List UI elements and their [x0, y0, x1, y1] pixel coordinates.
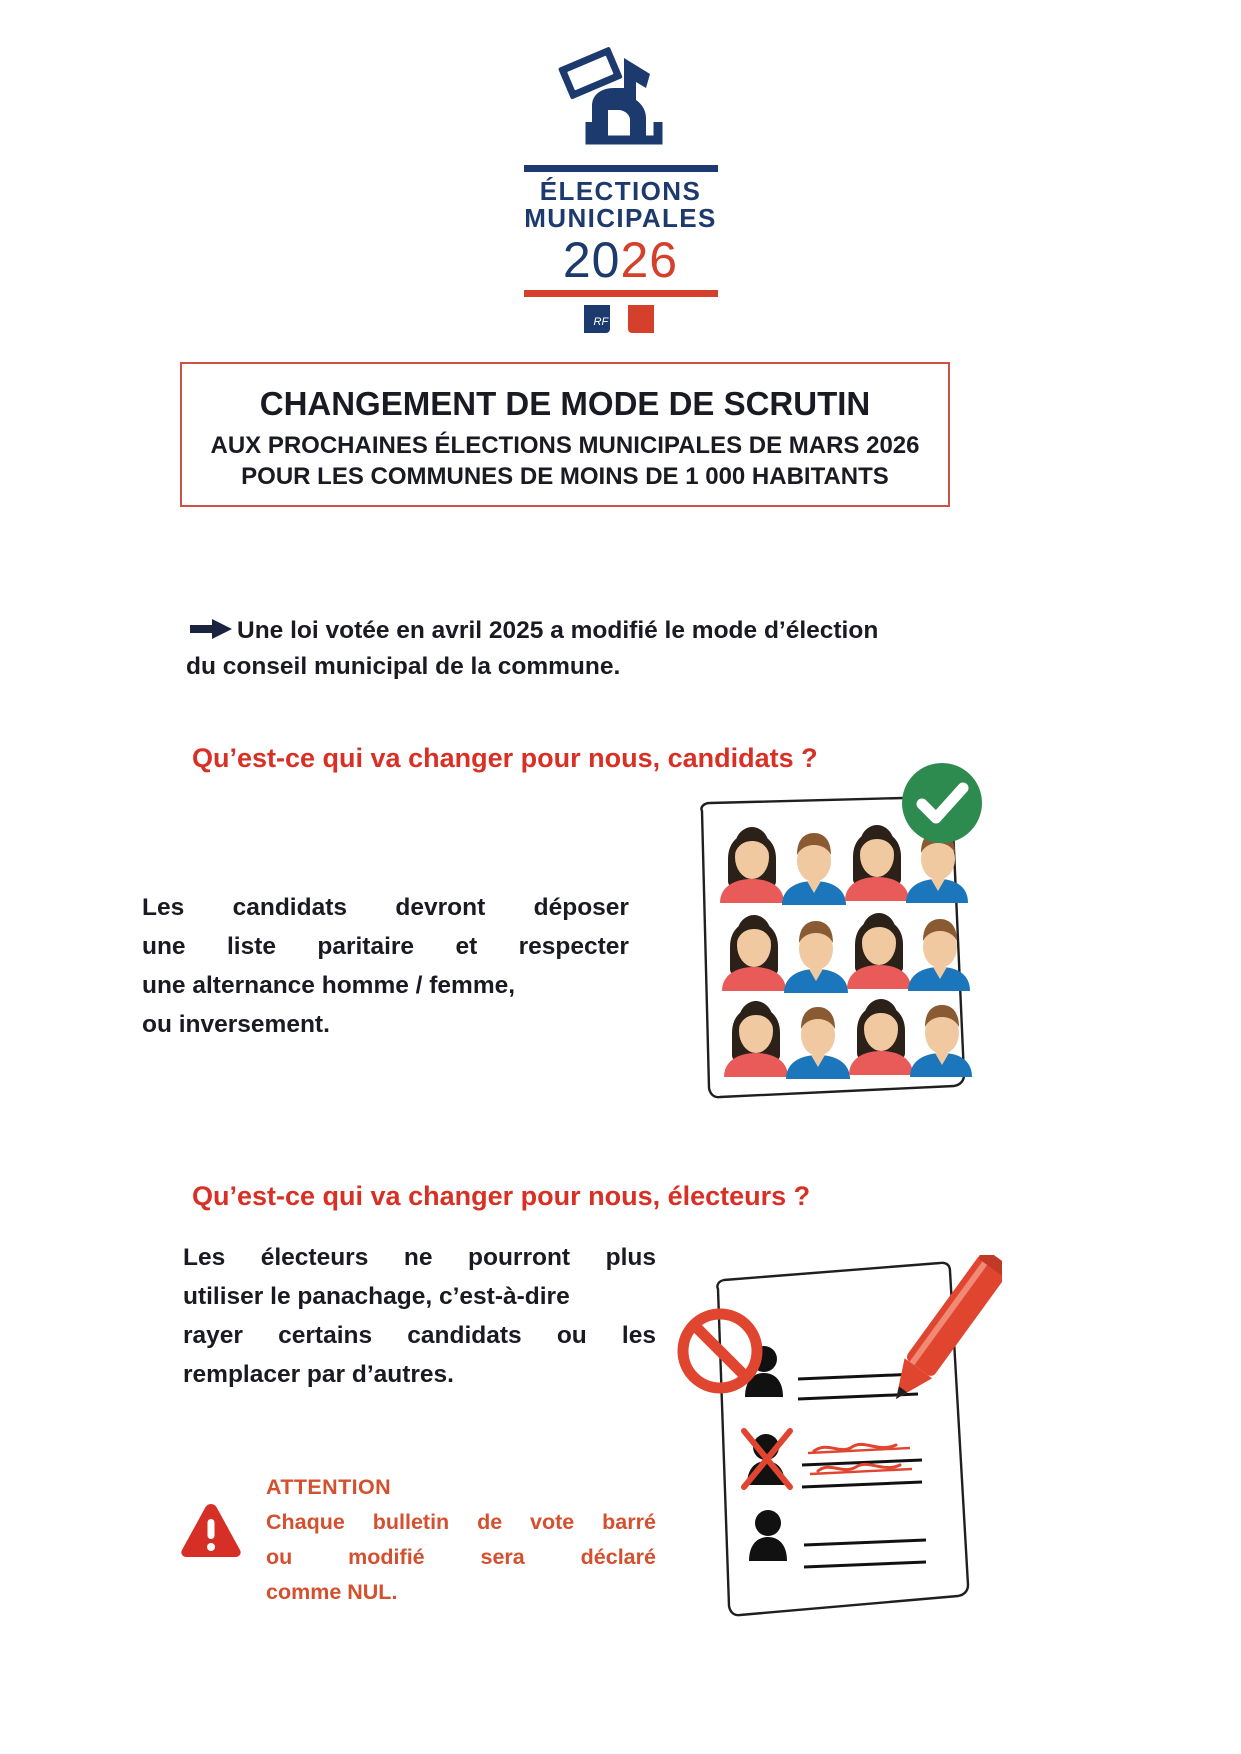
marianne-icon: RF — [593, 316, 609, 328]
par-candidats-line-3: une alternance homme / femme, — [142, 972, 516, 999]
intro-line-1: Une loi votée en avril 2025 a modifié le mode d’élection — [237, 617, 879, 644]
candidate-list-illustration — [690, 795, 990, 1105]
warning-triangle-icon — [180, 1502, 242, 1558]
heading-candidats: Qu’est-ce qui va changer pour nous, candidats ? — [192, 743, 818, 773]
attention-block — [180, 1470, 670, 1610]
logo-line-elections: ÉLECTIONS — [539, 176, 702, 206]
republique-francaise-emblem — [0, 305, 1241, 338]
logo-top-rule — [524, 165, 718, 172]
title-subline-2: POUR LES COMMUNES DE MOINS DE 1 000 HABITANTS — [241, 463, 889, 490]
logo-line-municipales: MUNICIPALES — [524, 203, 717, 233]
par-electeurs-line-4: remplacer par d’autres. — [183, 1361, 454, 1388]
green-check-badge-icon — [896, 757, 988, 849]
page-title: CHANGEMENT DE MODE DE SCRUTIN — [259, 385, 871, 422]
flag-red-band — [628, 305, 654, 333]
paragraph-candidats — [142, 888, 629, 1044]
par-electeurs-line-3: rayer certains candidats ou les — [183, 1322, 656, 1349]
ballot-box-hand-icon — [546, 44, 696, 164]
title-box — [180, 362, 950, 507]
intro-paragraph — [186, 613, 990, 685]
attention-line-3: comme NUL. — [266, 1580, 398, 1604]
logo-year — [524, 233, 718, 287]
attention-line-1: Chaque bulletin de vote barré — [266, 1510, 656, 1534]
right-arrow-icon — [190, 618, 234, 640]
par-candidats-line-1: Les candidats devront déposer — [142, 894, 629, 921]
title-subline-1: AUX PROCHAINES ÉLECTIONS MUNICIPALES DE MARS 2026 — [210, 432, 920, 459]
ballot-paper-outline — [717, 1263, 968, 1615]
ballot-panachage-illustration — [672, 1255, 1002, 1635]
logo-year-first-half: 20 — [562, 232, 621, 288]
intro-line-2: du conseil municipal de la commune. — [186, 653, 621, 680]
par-electeurs-line-2: utiliser le panachage, c’est-à-dire — [183, 1283, 570, 1310]
par-electeurs-line-1: Les électeurs ne pourront plus — [183, 1244, 656, 1271]
flag-white-band — [610, 305, 628, 333]
par-candidats-line-4: ou inversement. — [142, 1011, 330, 1038]
logo-year-second-half: 26 — [620, 232, 679, 288]
heading-electeurs: Qu’est-ce qui va changer pour nous, électeurs ? — [192, 1181, 811, 1211]
attention-title: ATTENTION — [266, 1475, 392, 1499]
logo-bottom-rule — [524, 290, 718, 297]
par-candidats-line-2: une liste paritaire et respecter — [142, 933, 629, 960]
paragraph-electeurs — [183, 1238, 656, 1394]
elections-logo — [0, 44, 1241, 297]
attention-line-2: ou modifié sera déclaré — [266, 1545, 656, 1569]
